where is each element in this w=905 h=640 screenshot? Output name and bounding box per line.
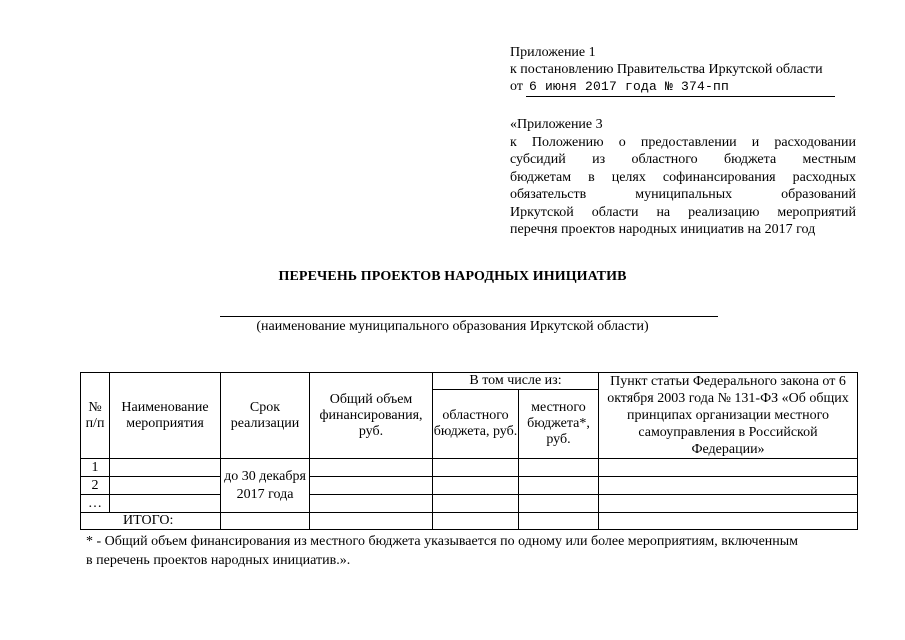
appendix-3-title: «Приложение 3: [510, 117, 603, 132]
row-cell: [433, 513, 519, 530]
row-cell: [599, 459, 858, 477]
appendix-3-line-2: к Положению о предоставлении и расходовании: [510, 134, 856, 150]
header-including: В том числе из:: [433, 373, 599, 390]
appendix-3-line-7: перечня проектов народных инициатив на 2017 год: [510, 222, 816, 237]
resolution-date-number: 6 июня 2017 года № 374-пп: [528, 79, 729, 94]
row-cell: [433, 495, 519, 513]
header-event-name: Наименование мероприятия: [110, 373, 221, 459]
row-cell: [599, 513, 858, 530]
row-cell: [310, 513, 433, 530]
row-cell: [599, 495, 858, 513]
appendix-3-line-5: обязательств муниципальных образований: [510, 187, 856, 202]
date-underline: [526, 96, 835, 97]
appendix-3-header: [510, 116, 856, 239]
row-cell: [221, 513, 310, 530]
row-cell: [433, 477, 519, 495]
footnote-line-2: в перечень проектов народных инициатив.».: [86, 553, 351, 568]
appendix-1-title: Приложение 1: [510, 45, 596, 60]
header-total-financing: Общий объем финансирования, руб.: [310, 373, 433, 459]
row-cell: [519, 495, 599, 513]
footnote-line-1: * - Общий объем финансирования из местного бюджета указывается по одному или более мероприятиям, включенным: [86, 534, 799, 549]
row-cell: [110, 477, 221, 495]
appendix-1-date-line: [510, 78, 860, 95]
header-number: № п/п: [81, 373, 110, 459]
appendix-3-line-6: Иркутской области на реализацию мероприятий: [510, 204, 856, 220]
row-cell: [310, 477, 433, 495]
row-cell: [110, 495, 221, 513]
total-label: ИТОГО:: [81, 513, 221, 530]
row-number: 2: [81, 477, 110, 495]
row-cell: [310, 495, 433, 513]
row-cell: [310, 459, 433, 477]
header-term: Срок реализации: [221, 373, 310, 459]
row-number: …: [81, 495, 110, 513]
appendix-1-resolution: к постановлению Правительства Иркутской области: [510, 62, 823, 77]
row-number: 1: [81, 459, 110, 477]
appendix-3-line-4: бюджетам в целях софинансирования расходных: [510, 169, 856, 185]
term-value: до 30 декабря 2017 года: [221, 459, 310, 513]
row-cell: [519, 513, 599, 530]
appendix-3-line-3: субсидий из областного бюджета местным: [510, 152, 856, 167]
table-row: [81, 477, 858, 495]
footnote: [86, 532, 861, 570]
total-row: [81, 513, 858, 530]
header-local-budget: местного бюджета*, руб.: [519, 390, 599, 459]
municipality-caption: (наименование муниципального образования Иркутской области): [256, 319, 649, 334]
row-cell: [433, 459, 519, 477]
municipality-underline: [220, 316, 718, 317]
date-prefix: от: [510, 79, 523, 94]
row-cell: [519, 477, 599, 495]
row-cell: [599, 477, 858, 495]
table-row: [81, 459, 858, 477]
row-cell: [519, 459, 599, 477]
document-title: ПЕРЕЧЕНЬ ПРОЕКТОВ НАРОДНЫХ ИНИЦИАТИВ: [278, 269, 627, 284]
initiatives-table: [80, 372, 858, 530]
table-row: [81, 495, 858, 513]
row-cell: [110, 459, 221, 477]
header-federal-law-article: Пункт статьи Федерального закона от 6 октября 2003 года № 131-ФЗ «Об общих принципах организации местного самоуправления в Российской Федерации»: [599, 373, 858, 459]
header-regional-budget: областного бюджета, руб.: [433, 390, 519, 459]
appendix-1-header: [510, 44, 860, 95]
